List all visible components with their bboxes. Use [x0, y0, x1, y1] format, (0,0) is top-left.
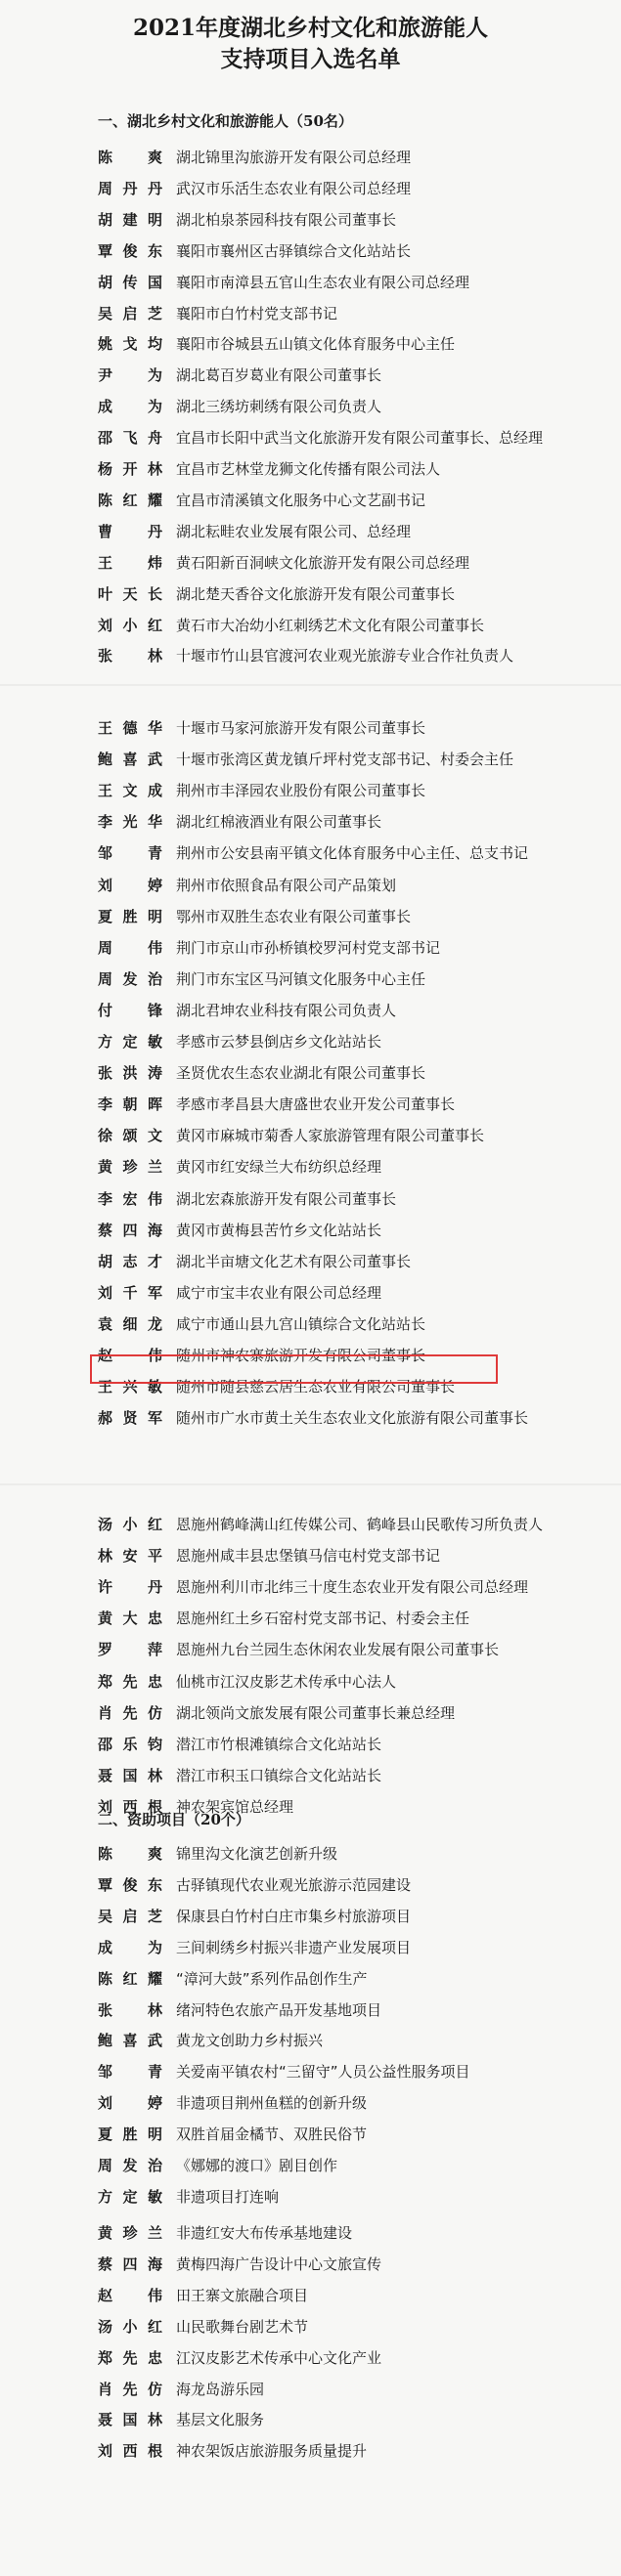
list-item	[98, 329, 455, 359]
person-name: 吴启芝	[98, 304, 162, 322]
person-name: 覃俊东	[98, 1875, 162, 1894]
person-name: 王德华	[98, 719, 162, 737]
item-description: 随州市广水市黄土关生态农业文化旅游有限公司董事长	[176, 1409, 529, 1428]
list-item	[98, 2250, 381, 2279]
person-name: 杨开林	[98, 460, 162, 478]
list-item	[98, 268, 469, 297]
list-item	[98, 1730, 381, 1759]
person-name: 李朝晖	[98, 1095, 162, 1114]
person-name: 郑先忠	[98, 1672, 162, 1691]
person-name: 蔡四海	[98, 2254, 162, 2273]
person-name: 黄大忠	[98, 1610, 162, 1628]
list-item	[98, 1698, 455, 1728]
person-name: 王兴敏	[98, 1378, 162, 1396]
item-description: 孝感市孝昌县大唐盛世农业开发公司董事长	[176, 1095, 456, 1114]
item-description: 湖北耘畦农业发展有限公司、总经理	[176, 522, 412, 540]
list-item	[98, 1309, 425, 1339]
item-description: 宜昌市清溪镇文化服务中心文艺副书记	[176, 491, 426, 509]
item-description: 荆门市东宝区马河镇文化服务中心主任	[176, 969, 426, 988]
list-item	[98, 1152, 381, 1181]
item-description: 古驿镇现代农业观光旅游示范园建设	[176, 1875, 412, 1894]
item-description: 保康县白竹村白庄市集乡村旅游项目	[176, 1907, 412, 1925]
list-item	[98, 1027, 381, 1056]
item-description: 黄石市大冶幼小红刺绣艺术文化有限公司董事长	[176, 616, 485, 634]
item-description: 恩施州咸丰县忠堡镇马信屯村党支部书记	[176, 1547, 441, 1566]
person-name: 胡志才	[98, 1252, 162, 1270]
person-name: 郝贤军	[98, 1409, 162, 1428]
person-name: 蔡四海	[98, 1221, 162, 1239]
item-description: 湖北宏森旅游开发有限公司董事长	[176, 1189, 397, 1208]
item-description: 随州市随县慈云居生态农业有限公司董事长	[176, 1378, 456, 1396]
document-title-line1: 2021年度湖北乡村文化和旅游能人	[132, 15, 488, 41]
person-name: 吴启芝	[98, 1907, 162, 1925]
list-item	[98, 2182, 279, 2211]
list-item	[98, 580, 455, 609]
item-description: 黄龙文创助力乡村振兴	[176, 2032, 324, 2050]
list-item	[98, 745, 513, 774]
list-item	[98, 1761, 381, 1790]
item-description: 湖北红棉液酒业有限公司董事长	[176, 813, 382, 832]
list-item	[98, 1572, 528, 1602]
list-item	[98, 1090, 455, 1119]
list-item	[98, 2343, 381, 2373]
person-name: 王文成	[98, 782, 162, 800]
page-gap	[0, 684, 621, 686]
person-name: 方定敏	[98, 2187, 162, 2206]
item-description: “漳河大鼓”系列作品创作生产	[176, 1969, 368, 1988]
item-description: 非遗项目打连响	[176, 2187, 280, 2206]
person-name: 叶天长	[98, 584, 162, 603]
item-description: 非遗红安大布传承基地建设	[176, 2224, 353, 2242]
person-name: 方定敏	[98, 1033, 162, 1051]
item-description: 宜昌市艺林堂龙狮文化传播有限公司法人	[176, 460, 441, 478]
list-item	[98, 174, 411, 203]
item-description: 双胜首届金橘节、双胜民俗节	[176, 2125, 368, 2144]
person-name: 周发治	[98, 969, 162, 988]
item-description: 非遗项目荆州鱼糕的创新升级	[176, 2094, 368, 2113]
item-description: 湖北君坤农业科技有限公司负责人	[176, 1001, 397, 1019]
item-description: 黄冈市麻城市菊香人家旅游管理有限公司董事长	[176, 1127, 485, 1145]
person-name: 陈 爽	[98, 1845, 162, 1863]
item-description: 圣贤优农生态农业湖北有限公司董事长	[176, 1064, 426, 1083]
person-name: 鲍喜武	[98, 751, 162, 769]
person-name: 胡建明	[98, 210, 162, 229]
item-description: 咸宁市宝丰农业有限公司总经理	[176, 1283, 382, 1302]
item-description: 仙桃市江汉皮影艺术传承中心法人	[176, 1672, 397, 1691]
item-description: 三间刺绣乡村振兴非遗产业发展项目	[176, 1938, 412, 1956]
list-item	[98, 548, 469, 578]
list-item	[98, 1184, 396, 1214]
list-item	[98, 2218, 352, 2248]
list-item	[98, 1902, 411, 1931]
item-description: 山民歌舞台剧艺术节	[176, 2317, 309, 2336]
list-item	[98, 1216, 381, 1245]
person-name: 袁细龙	[98, 1314, 162, 1333]
list-item	[98, 2026, 323, 2055]
person-name: 赵 伟	[98, 2286, 162, 2304]
person-name: 周 伟	[98, 938, 162, 957]
person-name: 陈红耀	[98, 1969, 162, 1988]
item-description: 潜江市积玉口镇综合文化站站长	[176, 1766, 382, 1784]
item-description: 海龙岛游乐园	[176, 2380, 265, 2398]
list-item	[98, 2057, 470, 2086]
person-name: 鲍喜武	[98, 2032, 162, 2050]
document-title-line2: 支持项目入选名单	[220, 46, 401, 72]
highlight-box	[90, 1354, 498, 1384]
person-name: 王 炜	[98, 553, 162, 572]
section-heading-projects: 二、资助项目（20个）	[98, 1811, 250, 1828]
person-name: 周丹丹	[98, 179, 162, 197]
list-item	[98, 143, 411, 172]
person-name: 肖先仿	[98, 1703, 162, 1722]
item-description: 咸宁市通山县九宫山镇综合文化站站长	[176, 1314, 426, 1333]
person-name: 姚戈均	[98, 335, 162, 354]
person-name: 成 为	[98, 1938, 162, 1956]
list-item	[98, 486, 425, 515]
person-name: 赵 伟	[98, 1347, 162, 1364]
item-description: 黄冈市红安绿兰大布纺织总经理	[176, 1158, 382, 1177]
list-item	[98, 392, 381, 421]
item-description: 神农架饭店旅游服务质量提升	[176, 2442, 368, 2461]
item-description: 襄阳市南漳县五官山生态农业有限公司总经理	[176, 273, 470, 291]
item-description: 湖北锦里沟旅游开发有限公司总经理	[176, 149, 412, 166]
item-description: 绪河特色农旅产品开发基地项目	[176, 2000, 382, 2019]
item-description: 荆州市依照食品有限公司产品策划	[176, 876, 397, 894]
page-gap	[0, 1483, 621, 1485]
item-description: 恩施州九台兰园生态休闲农业发展有限公司董事长	[176, 1641, 500, 1659]
list-item	[98, 2436, 367, 2466]
person-name: 曹 丹	[98, 522, 162, 540]
list-item	[98, 933, 440, 963]
list-item	[98, 2312, 308, 2341]
item-description: 荆州市丰泽园农业股份有限公司董事长	[176, 782, 426, 800]
item-description: 十堰市竹山县官渡河农业观光旅游专业合作社负责人	[176, 647, 514, 665]
list-item	[98, 1996, 381, 2025]
item-description: 荆门市京山市孙桥镇校罗河村党支部书记	[176, 938, 441, 957]
person-name: 郑先忠	[98, 2348, 162, 2367]
item-description: 宜昌市长阳中武当文化旅游开发有限公司董事长、总经理	[176, 429, 544, 448]
person-name: 尹 为	[98, 366, 162, 385]
list-item	[98, 2375, 264, 2404]
person-name: 夏胜明	[98, 2125, 162, 2144]
item-description: 湖北半亩塘文化艺术有限公司董事长	[176, 1252, 412, 1270]
list-item	[98, 205, 396, 235]
person-name: 李宏伟	[98, 1189, 162, 1208]
list-item	[98, 1247, 411, 1276]
person-name: 刘 婷	[98, 2094, 162, 2113]
person-name: 刘西根	[98, 1797, 162, 1816]
item-description: 襄阳市谷城县五山镇文化体育服务中心主任	[176, 335, 456, 354]
list-item	[98, 1933, 411, 1962]
person-name: 李光华	[98, 813, 162, 832]
item-description: 恩施州红土乡石窑村党支部书记、村委会主任	[176, 1610, 470, 1628]
list-item	[98, 454, 440, 484]
list-item	[98, 517, 411, 546]
person-name: 邵乐钧	[98, 1735, 162, 1753]
list-item	[98, 361, 381, 390]
item-description: 恩施州利川市北纬三十度生态农业开发有限公司总经理	[176, 1578, 529, 1597]
person-name: 刘 婷	[98, 876, 162, 894]
item-description: 襄阳市白竹村党支部书记	[176, 304, 338, 322]
item-description: 湖北柏泉茶园科技有限公司董事长	[176, 210, 397, 229]
person-name: 聂国林	[98, 1766, 162, 1784]
person-name: 张 林	[98, 647, 162, 665]
list-item	[98, 776, 425, 805]
person-name: 黄珍兰	[98, 1158, 162, 1177]
list-item	[98, 838, 528, 868]
list-item	[98, 1604, 469, 1633]
list-item	[98, 2151, 337, 2180]
list-item	[98, 2088, 367, 2118]
item-description: 鄂州市双胜生态农业有限公司董事长	[176, 907, 412, 925]
item-description: 恩施州鹤峰满山红传媒公司、鹤峰县山民歌传习所负责人	[176, 1516, 544, 1533]
list-item	[98, 1278, 381, 1308]
person-name: 成 为	[98, 398, 162, 416]
person-name: 付 锋	[98, 1001, 162, 1019]
list-item	[98, 1870, 411, 1900]
item-description: 《娜娜的渡口》剧目创作	[176, 2157, 338, 2174]
person-name: 许 丹	[98, 1578, 162, 1597]
item-description: 基层文化服务	[176, 2411, 265, 2429]
list-item	[98, 236, 411, 266]
list-item	[98, 1510, 543, 1539]
item-description: 湖北楚天香谷文化旅游开发有限公司董事长	[176, 584, 456, 603]
person-name: 胡传国	[98, 273, 162, 291]
item-description: 湖北领尚文旅发展有限公司董事长兼总经理	[176, 1703, 456, 1722]
list-item	[98, 902, 411, 931]
item-description: 黄冈市黄梅县苦竹乡文化站站长	[176, 1221, 382, 1239]
person-name: 覃俊东	[98, 241, 162, 260]
item-description: 荆州市公安县南平镇文化体育服务中心主任、总支书记	[176, 844, 529, 863]
item-description: 黄石阳新百洞峡文化旅游开发有限公司总经理	[176, 553, 470, 572]
person-name: 陈 爽	[98, 149, 162, 166]
list-item	[98, 423, 543, 452]
list-item	[98, 713, 425, 743]
list-item	[98, 807, 381, 837]
person-name: 汤小红	[98, 2317, 162, 2336]
person-name: 张洪涛	[98, 1064, 162, 1083]
list-item	[98, 1839, 337, 1868]
item-description: 襄阳市襄州区古驿镇综合文化站站长	[176, 241, 412, 260]
list-item	[98, 1403, 528, 1433]
section-heading-talents: 一、湖北乡村文化和旅游能人（50名）	[98, 112, 353, 130]
list-item	[98, 299, 337, 328]
item-description: 神农架宾馆总经理	[176, 1797, 294, 1816]
list-item	[98, 1058, 425, 1088]
list-item	[98, 871, 396, 900]
item-description: 武汉市乐活生态农业有限公司总经理	[176, 179, 412, 197]
person-name: 汤小红	[98, 1516, 162, 1533]
person-name: 林安平	[98, 1547, 162, 1566]
list-item	[98, 996, 396, 1025]
person-name: 肖先仿	[98, 2380, 162, 2398]
item-description: 湖北葛百岁葛业有限公司董事长	[176, 366, 382, 385]
person-name: 徐颂文	[98, 1127, 162, 1145]
person-name: 夏胜明	[98, 907, 162, 925]
item-description: 关爱南平镇农村“三留守”人员公益性服务项目	[176, 2063, 470, 2082]
person-name: 刘小红	[98, 616, 162, 634]
item-description: 湖北三绣坊刺绣有限公司负责人	[176, 398, 382, 416]
person-name: 张 林	[98, 2000, 162, 2019]
list-item	[98, 1667, 396, 1696]
person-name: 聂国林	[98, 2411, 162, 2429]
person-name: 黄珍兰	[98, 2224, 162, 2242]
list-item	[98, 2405, 264, 2434]
list-item	[98, 1541, 440, 1570]
item-description: 锦里沟文化演艺创新升级	[176, 1845, 338, 1863]
person-name: 邹 青	[98, 2063, 162, 2082]
list-item	[98, 641, 513, 670]
item-description: 十堰市张湾区黄龙镇斤坪村党支部书记、村委会主任	[176, 751, 514, 769]
person-name: 刘千军	[98, 1283, 162, 1302]
item-description: 黄梅四海广告设计中心文旅宣传	[176, 2254, 382, 2273]
person-name: 罗 萍	[98, 1641, 162, 1659]
list-item	[98, 1635, 499, 1664]
item-description: 田王寨文旅融合项目	[176, 2286, 309, 2304]
list-item	[98, 2120, 367, 2149]
list-item	[98, 965, 425, 994]
person-name: 陈红耀	[98, 491, 162, 509]
person-name: 邹 青	[98, 844, 162, 863]
list-item	[98, 1121, 484, 1150]
item-description: 随州市神农寨旅游开发有限公司董事长	[176, 1347, 426, 1364]
list-item	[98, 2281, 308, 2310]
item-description: 孝感市云梦县倒店乡文化站站长	[176, 1033, 382, 1051]
list-item	[98, 611, 484, 640]
person-name: 邵飞舟	[98, 429, 162, 448]
item-description: 江汉皮影艺术传承中心文化产业	[176, 2348, 382, 2367]
item-description: 潜江市竹根滩镇综合文化站站长	[176, 1735, 382, 1753]
person-name: 刘西根	[98, 2442, 162, 2461]
person-name: 周发治	[98, 2157, 162, 2174]
list-item	[98, 1964, 368, 1994]
item-description: 十堰市马家河旅游开发有限公司董事长	[176, 719, 426, 737]
